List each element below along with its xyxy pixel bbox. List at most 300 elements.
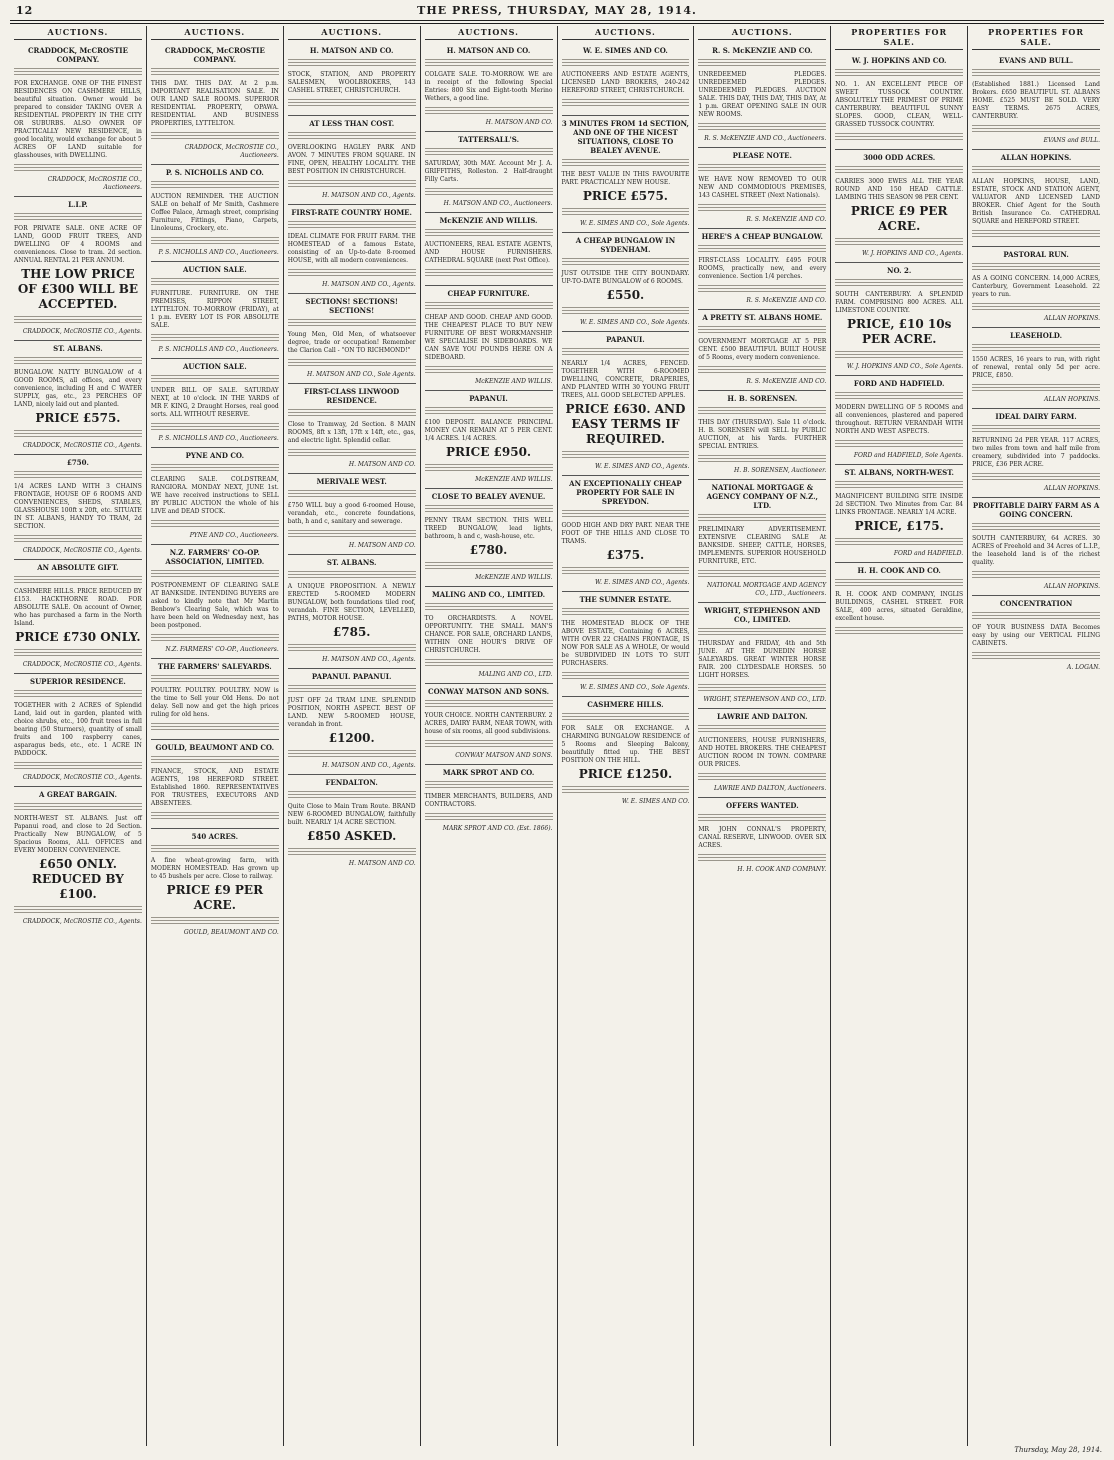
fine-print [698,628,826,636]
ad-price: PRICE £575. [35,411,121,425]
advertisement [14,197,142,341]
fine-print [698,455,826,463]
ad-signature: W. E. SIMES AND CO., Sole Agents. [579,220,690,227]
ad-body: Young Men, Old Men, of whatsoever degree, trade or occupation! Remember the Clarion Call - "ON TO RICHMOND!" [287,331,416,354]
fine-print [835,69,963,77]
ad-body: FOR PRIVATE SALE. ONE ACRE OF LAND, GOOD FRUIT TREES, AND DWELLING OF 4 ROOMS and conveniences. Close to tram. 2d section. ANNUAL RENTAL 21 PER ANNUM. [14,225,142,264]
ad-body: OF YOUR BUSINESS DATA Becomes easy by using our VERTICAL FILING CABINETS. [972,624,1100,647]
ad-body: Close to Tramway, 2d Section. 8 MAIN ROOMS, 8ft x 13ft, 17ft x 14ft, etc., gas, and electric light. Splendid cellar. [287,421,416,444]
fine-print [14,803,142,811]
fine-print [972,303,1100,311]
fine-print [972,652,1100,660]
column-header: AUCTIONS. [425,26,553,40]
fine-print [698,684,826,692]
fine-print [835,481,963,489]
ad-signature: McKENZIE AND WILLIS. [475,574,553,581]
ad-body: R. H. COOK AND COMPANY, INGLIS BUILDINGS, CASHEL STREET. FOR SALE, 400 acres, situated Geraldine, excellent house. [835,591,964,622]
ad-body: 1/4 ACRES LAND WITH 3 CHAINS FRONTAGE, HOUSE OF 6 ROOMS AND CONVENIENCES, SHEDS, STABLES, GLASSHOUSE 100ft x 20ft, etc. SITUATE IN ST. ALBANS, HANDY TO TRAM, 2d SECTION. [14,483,142,530]
fine-print [698,204,826,212]
ad-signature: ALLAN HOPKINS. [1044,315,1100,322]
fine-print [425,366,553,374]
advertisement [698,798,826,878]
ad-signature: W. E. SIMES AND CO., Agents. [595,463,690,470]
fine-print [562,608,690,616]
ad-heading: P. S. NICHOLLS AND CO. [165,168,264,177]
advertisement [151,659,279,740]
fine-print [698,407,826,415]
ad-body: £100 DEPOSIT. BALANCE PRINCIPAL MONEY CAN REMAIN AT 5 PER CENT. 1/4 ACRES. 1/4 ACRES. [424,419,553,442]
fine-print [835,166,963,174]
advertisement [972,53,1100,150]
ad-body: THIS DAY (THURSDAY). Sale 11 o'clock. H. B. SORENSEN will SELL by PUBLIC AUCTION, at his Yards. FURTHER SPECIAL ENTRIES. [698,419,827,450]
advertisement [835,563,963,643]
fine-print [972,425,1100,433]
fine-print [835,627,963,635]
ad-body: THIS DAY. THIS DAY. At 2 p.m. IMPORTANT REALISATION SALE. IN OUR LAND SALE ROOMS. SUPERIOR RESIDENTIAL PROPERTY, OPAWA. RESIDENTIAL AND BUSINESS PROPERTIES, LYTTELTON. [150,80,279,127]
fine-print [425,813,553,821]
ad-price: £650 ONLY. REDUCED BY £100. [32,857,124,901]
fine-print [425,464,553,472]
ad-heading: AUCTION SALE. [182,362,247,371]
advertisement [288,384,416,474]
ad-body: IDEAL CLIMATE FOR FRUIT FARM. THE HOMESTEAD of a famous Estate, consisting of an Up-to-date 8-roomed HOUSE, with all modern conveniences. [287,233,416,264]
fine-print [425,740,553,748]
advertisement [562,592,690,697]
ad-heading: PASTORAL RUN. [1003,250,1069,259]
ad-price: PRICE £630. AND EASY TERMS IF REQUIRED. [565,402,686,446]
ad-body: SOUTH CANTERBURY, 64 ACRES. 30 ACRES of Freehold and 34 Acres of L.I.P., the leasehold land is of the richest quality. [972,535,1100,566]
ad-body: AUCTIONEERS, HOUSE FURNISHERS, AND HOTEL BROKERS. THE CHEAPEST AUCTION ROOM IN TOWN. COMPARE OUR PRICES. [698,737,827,768]
ad-signature: EVANS and BULL. [1043,137,1100,144]
column-2 [147,26,284,1446]
advertisement [698,229,826,310]
advertisement [562,697,690,810]
ad-heading: FORD AND HADFIELD. [853,379,945,388]
ad-heading: N.Z. FARMERS' CO-OP. ASSOCIATION, LIMITED. [165,548,265,566]
ad-heading: NATIONAL MORTGAGE & AGENCY COMPANY OF N.Z., LTD. [706,483,818,510]
ad-heading: THE SUMNER ESTATE. [579,595,672,604]
fine-print [288,180,416,188]
fine-print [288,685,416,693]
fine-print [698,814,826,822]
advertisement [151,545,279,659]
column-3 [284,26,421,1446]
advertisement [288,43,416,116]
column-5 [558,26,695,1446]
ad-signature: WRIGHT, STEPHENSON AND CO., LTD. [703,696,827,703]
fine-print [562,307,690,315]
ad-body: PRELIMINARY ADVERTISEMENT. EXTENSIVE CLEARING SALE At BANKSIDE. SHEEP, CATTLE, HORSES, IMPLEMENTS. SUPERIOR HOUSEHOLD FURNITURE, ETC. [698,526,827,565]
ad-body: CARRIES 3000 EWES ALL THE YEAR ROUND AND 150 HEAD CATTLE. LAMBING THIS SEASON 98 PER CENT. [835,178,964,201]
ad-heading: ST. ALBANS, NORTH-WEST. [844,468,954,477]
ad-body: SATURDAY, 30th MAY. Account Mr J. A. GRIFFITHS, Rolleston. 2 Half-draught Filly Carts. [424,160,553,183]
ad-signature: W. E. SIMES AND CO. [621,798,690,805]
fine-print [14,213,142,221]
fine-print [972,612,1100,620]
advertisement [151,359,279,448]
column-header: AUCTIONS. [562,26,690,40]
fine-print [151,520,279,528]
ad-signature: CONWAY MATSON AND SONS. [455,752,553,759]
column-header: AUCTIONS. [14,26,142,40]
fine-print [425,781,553,789]
advertisement [698,603,826,709]
advertisement-columns [10,26,1104,1446]
fine-print [562,510,690,518]
fine-print [972,69,1100,77]
fine-print [972,523,1100,531]
ad-signature: P. S. NICHOLLS AND CO., Auctioneers. [158,249,279,256]
advertisement [425,213,553,286]
ad-body: ALLAN HOPKINS, HOUSE, LAND, ESTATE, STOCK AND STATION AGENT, VALUATOR AND LICENSED LAND BROKER. Chief Agent for the South British Insurance Co. CATHEDRAL SQUARE and HEREFORD STREET. [972,178,1100,225]
ad-signature: H. MATSON AND CO. [348,461,416,468]
fine-print [425,302,553,310]
advertisement [288,775,416,872]
advertisement [151,262,279,359]
fine-print [425,148,553,156]
fine-print [288,571,416,579]
ad-heading: CONWAY MATSON AND SONS. [428,687,550,696]
advertisement [14,341,142,455]
column-4 [421,26,558,1446]
fine-print [698,59,826,67]
ad-heading: SUPERIOR RESIDENCE. [30,677,126,686]
fine-print [288,791,416,799]
fine-print [698,285,826,293]
ad-signature: FORD and HADFIELD, Sole Agents. [853,452,964,459]
ad-price: PRICE, £10 10s PER ACRE. [847,317,952,346]
ad-heading: CHEAP FURNITURE. [447,289,530,298]
fine-print [562,99,690,107]
fine-print [288,409,416,417]
fine-print [972,473,1100,481]
fine-print [14,316,142,324]
ad-heading: £750. [66,458,89,467]
ad-signature: CRADDOCK, McCROSTIE CO., Agents. [22,442,142,449]
advertisement [835,376,963,465]
fine-print [151,375,279,383]
ad-body: NORTH-WEST ST. ALBANS. Just off Papanui road, and close to 2d Section. Practically New BUNGALOW, of 5 Spacious Rooms, ALL OFFICES and EVERY MODERN CONVENIENCE. [14,815,142,854]
ad-signature: MALING AND CO., LTD. [478,671,553,678]
ad-signature: H. MATSON AND CO., Agents. [322,656,416,663]
ad-heading: FIRST-CLASS LINWOOD RESIDENCE. [304,387,400,405]
fine-print [562,672,690,680]
ad-body: MODERN DWELLING OF 5 ROOMS and all conveniences, plastered and papered throughout. RETURN VERANDAH WITH NORTH AND WEST ASPECTS. [835,404,964,435]
ad-body: AUCTIONEERS AND ESTATE AGENTS, LICENSED LAND BROKERS, 240-242 HEREFORD STREET, CHRISTCHURCH. [561,71,690,94]
ad-body: STOCK, STATION, AND PROPERTY SALESMEN, WOOLBROKERS, 143 CASHEL STREET, CHRISTCHURCH. [287,71,416,94]
fine-print [14,649,142,657]
ad-heading: 540 ACRES. [191,832,239,841]
ad-body: TIMBER MERCHANTS, BUILDERS, AND CONTRACTORS. [424,793,553,808]
ad-heading: AT LESS THAN COST. [309,119,395,128]
ad-body: MR JOHN CONNAL'S PROPERTY, CANAL RESERVE, LINWOOD. OVER SIX ACRES. [698,826,827,849]
fine-print [972,571,1100,579]
fine-print [151,334,279,342]
fine-print [288,490,416,498]
ad-heading: MARK SPROT AND CO. [442,768,535,777]
fine-print [425,269,553,277]
ad-signature: H. H. COOK AND COMPANY. [737,866,827,873]
fine-print [151,756,279,764]
fine-print [425,229,553,237]
column-8 [968,26,1104,1446]
advertisement [425,43,553,132]
ad-signature: CRADDOCK, McCROSTIE CO., Agents. [22,547,142,554]
ad-body: WE HAVE NOW REMOVED TO OUR NEW AND COMMODIOUS PREMISES, 143 CASHEL STREET (Next Nationals). [698,176,827,199]
masthead-rule-lower [10,23,1104,24]
ad-heading: IDEAL DAIRY FARM. [995,412,1077,421]
ad-signature: W. J. HOPKINS AND CO., Agents. [861,250,964,257]
advertisement [698,43,826,148]
ad-body: FURNITURE. FURNITURE. ON THE PREMISES, RIPPON STREET, LYTTELTON. TO-MORROW (FRIDAY), at 1 p.m. EVERY LOT IS FOR ABSOLUTE SALE. [150,290,279,329]
page-number: 12 [16,4,34,17]
ad-signature: CRADDOCK, McCROSTIE CO., Agents. [22,918,142,925]
ad-body: POSTPONEMENT OF CLEARING SALE AT BANKSIDE. INTENDING BUYERS are asked to kindly note that Mr Martin Benbow's Clearing Sale, which was to have been held on Wednesday next, has been postponed. [150,582,279,629]
ad-body: YOUR CHOICE. NORTH CANTERBURY. 2 ACRES, DAIRY FARM, NEAR TOWN, with house of six rooms, all good subdivisions. [424,712,553,735]
fine-print [425,59,553,67]
fine-print [151,570,279,578]
ad-signature: H. MATSON AND CO. [348,542,416,549]
ad-heading: OFFERS WANTED. [725,801,799,810]
ad-heading: CASHMERE HILLS. [587,700,664,709]
ad-body: JUST OUTSIDE THE CITY BOUNDARY. UP-TO-DATE BUNGALOW of 6 ROOMS. [561,270,690,285]
fine-print [425,107,553,115]
ad-heading: MERIVALE WEST. [316,477,387,486]
ad-heading: H. MATSON AND CO. [309,46,394,55]
column-header: PROPERTIES FOR SALE. [835,26,963,50]
ad-heading: PLEASE NOTE. [732,151,792,160]
ad-heading: W. J. HOPKINS AND CO. [851,56,947,65]
column-header: AUCTIONS. [288,26,416,40]
column-1 [10,26,147,1446]
advertisement [972,247,1100,328]
ad-body: A fine wheat-growing farm, with MODERN HOMESTEAD. Has grown up to 45 bushels per acre. Close to railway. [150,857,279,880]
advertisement [972,498,1100,596]
ad-signature: H. MATSON AND CO., Agents. [322,281,416,288]
ad-price: £375. [606,548,645,562]
ad-heading: HERE'S A CHEAP BUNGALOW. [701,232,823,241]
advertisement [151,448,279,545]
ad-body: Quite Close to Main Tram Route. BRAND NEW 6-ROOMED BUNGALOW, faithfully built. NEARLY 1/4 ACRE SECTION. [287,803,416,826]
fine-print [14,576,142,584]
ad-price: PRICE £575. [582,189,668,203]
advertisement [151,165,279,262]
advertisement [14,455,142,560]
advertisement [151,829,279,941]
ad-heading: PYNE AND CO. [185,451,245,460]
ad-heading: NO. 2. [887,266,912,275]
fine-print [972,166,1100,174]
fine-print [151,278,279,286]
ad-body: TO ORCHARDISTS. A NOVEL OPPORTUNITY. THE SMALL MAN'S CHANCE. FOR SALE, ORCHARD LANDS, WITHIN ONE HOUR'S DRIVE OF CHRISTCHURCH. [424,615,553,654]
advertisement [698,310,826,391]
fine-print [151,132,279,140]
fine-print [151,237,279,245]
ad-signature: W. E. SIMES AND CO., Sole Agents. [579,319,690,326]
fine-print [835,279,963,287]
ad-heading: PAPANUI. [469,394,508,403]
column-6 [694,26,831,1446]
fine-print [151,464,279,472]
fine-print [288,269,416,277]
advertisement [151,43,279,165]
fine-print [425,407,553,415]
fine-print [151,675,279,683]
fine-print [151,723,279,731]
ad-body: THE HOMESTEAD BLOCK OF THE ABOVE ESTATE, Containing 6 ACRES, WITH OVER 22 CHAINS FRONTAGE, IS NOW FOR SALE AS A WHOLE, Or would be SUBDIVIDED IN LOTS TO SUIT PURCHASERS. [561,620,690,667]
ad-body: CASHMERE HILLS. PRICE REDUCED BY £153. HACKTHORNE ROAD. FOR ABSOLUTE SALE. On account of Owner, who has purchased a farm in the North Island. [14,588,142,627]
fine-print [562,348,690,356]
fine-print [835,351,963,359]
masthead-rule [10,20,1104,21]
fine-print [698,514,826,522]
fine-print [14,430,142,438]
ad-body: BUNGALOW. NATTY BUNGALOW of 4 GOOD ROOMS, all offices, and every convenience, including H and C WATER SUPPLY, gas, etc., 23 PERCHES OF LAND, nicely laid out and planted. [14,369,142,408]
fine-print [698,245,826,253]
ad-signature: H. MATSON AND CO. [348,860,416,867]
advertisement [425,132,553,213]
ad-heading: FENDALTON. [325,778,378,787]
fine-print [562,713,690,721]
fine-print [425,562,553,570]
advertisement [835,465,963,563]
fine-print [698,570,826,578]
ad-signature: A. LOGAN. [1067,664,1100,671]
advertisement [972,150,1100,247]
ad-heading: LAWRIE AND DALTON. [717,712,808,721]
ad-signature: N.Z. FARMERS' CO-OP., Auctioneers. [165,646,279,653]
ad-body: (Established 1881.) Licensed Land Brokers. £650 BEAUTIFUL ST. ALBANS HOME. £525 MUST BE SOLD. VERY EASY TERMS. 2675 ACRES, CANTERBURY. [972,81,1100,120]
newspaper-title: THE PRESS, THURSDAY, MAY 28, 1914. [417,4,697,17]
ad-price: THE LOW PRICE OF £300 WILL BE ACCEPTED. [17,267,139,311]
advertisement [972,596,1100,676]
fine-print [151,423,279,431]
fine-print [151,812,279,820]
fine-print [288,449,416,457]
fine-print [288,644,416,652]
advertisement [562,332,690,476]
ad-signature: CRADDOCK, McCROSTIE CO., Auctioneers. [47,176,142,191]
ad-heading: SECTIONS! SECTIONS! SECTIONS! [305,297,398,315]
ad-heading: TATTERSALL'S. [458,135,520,144]
ad-heading: CRADDOCK, McCROSTIE COMPANY. [164,46,265,64]
footer-date: Thursday, May 28, 1914. [1014,1446,1102,1454]
fine-print [425,700,553,708]
ad-heading: H. MATSON AND CO. [446,46,531,55]
column-header: AUCTIONS. [151,26,279,40]
fine-print [835,392,963,400]
advertisement [972,409,1100,498]
masthead [10,4,1104,20]
ad-signature: ALLAN HOPKINS. [1044,485,1100,492]
advertisement [151,740,279,829]
fine-print [835,579,963,587]
ad-price: PRICE £950. [446,445,532,459]
ad-body: FINANCE, STOCK, AND ESTATE AGENTS, 198 HEREFORD STREET. Established 1860. REPRESENTATIVES FOR TRUSTEES, EXECUTORS AND ABSENTEES. [150,768,279,807]
ad-signature: P. S. NICHOLLS AND CO., Auctioneers. [158,435,279,442]
fine-print [562,59,690,67]
ad-heading: H. H. COOK AND CO. [857,566,941,575]
advertisement [698,391,826,480]
fine-print [151,634,279,642]
fine-print [972,384,1100,392]
ad-heading: CONCENTRATION [999,599,1073,608]
advertisement [562,233,690,332]
ad-body: FOR EXCHANGE. ONE OF THE FINEST RESIDENCES ON CASHMERE HILLS, beautiful situation. Owner would be prepared to consider TAKING OVER A RESIDENTIAL PROPERTY IN THE CITY OR SUBURBS. ALSO OWNER OF PRACTICALLY NEW RESIDENCE, in good locality, would exchange for about 5 ACRES OF LAND suitable for glasshouses, with DWELLING. [14,80,142,159]
fine-print [425,188,553,196]
advertisement [425,286,553,391]
ad-heading: W. E. SIMES AND CO. [583,46,668,55]
ad-signature: P. S. NICHOLLS AND CO., Auctioneers. [158,346,279,353]
advertisement [972,328,1100,409]
ad-signature: H. MATSON AND CO., Agents. [322,192,416,199]
advertisement [562,43,690,116]
ad-heading: WRIGHT, STEPHENSON AND CO., LIMITED. [704,606,821,624]
ad-signature: R. S. McKENZIE AND CO., Auctioneers. [704,135,827,142]
advertisement [562,476,690,592]
advertisement [288,294,416,384]
ad-body: COLGATE SALE. TO-MORROW. WE are in receipt of the following Special Entries: 800 Six and Eight-tooth Merino Wethers, a good line. [424,71,553,102]
ad-price: £1200. [328,731,375,745]
ad-price: PRICE £9 PER ACRE. [850,204,948,233]
ad-body: FIRST-CLASS LOCALITY. £495 FOUR ROOMS, practically new, and every convenience. Section 1/4 perches. [698,257,827,280]
advertisement [14,787,142,930]
advertisement [288,669,416,775]
ad-body: 1550 ACRES, 16 years to run, with right of renewal, rental only 5d per acre. PRICE, £850. [972,356,1100,379]
ad-signature: W. E. SIMES AND CO., Sole Agents. [579,684,690,691]
fine-print [698,366,826,374]
ad-body: UNDER BILL OF SALE. SATURDAY NEXT, at 10 o'clock. IN THE YARDS of MR F. KING, 2 Draught Horses, real good sorts. ALL WITHOUT RESERVE. [150,387,279,418]
ad-signature: McKENZIE AND WILLIS. [475,476,553,483]
ad-heading: CLOSE TO BEALEY AVENUE. [431,492,546,501]
fine-print [288,59,416,67]
ad-price: £785. [332,625,371,639]
ad-heading: A PRETTY ST. ALBANS HOME. [702,313,823,322]
fine-print [835,238,963,246]
ad-body: AUCTIONEERS, REAL ESTATE AGENTS, AND HOUSE FURNISHERS. CATHEDRAL SQUARE (next Post Office). [424,241,553,264]
ad-heading: McKENZIE AND WILLIS. [439,216,538,225]
fine-print [698,164,826,172]
ad-signature: R. S. McKENZIE AND CO. [746,378,827,385]
advertisement [14,674,142,787]
ad-body: THE BEST VALUE IN THIS FAVOURITE PART. PRACTICALLY NEW HOUSE. [561,171,690,186]
advertisement [835,53,963,150]
ad-heading: EVANS AND BULL. [998,56,1074,65]
fine-print [14,690,142,698]
ad-body: AUCTION REMINDER. THE AUCTION SALE on behalf of Mr Smith, Cashmere Coffee Palace, Armagh street, comprising Furniture, Fittings, Piano, Carpets, Linoleums, Crockery, etc. [150,193,279,232]
ad-body: PENNY TRAM SECTION. THIS WELL TREED BUNGALOW, lead lights, bathroom, h and c, wash-house, etc. [424,517,553,540]
fine-print [14,357,142,365]
fine-print [972,125,1100,133]
fine-print [14,68,142,76]
column-7 [831,26,968,1446]
ad-body: A UNIQUE PROPOSITION. A NEWLY ERECTED 5-ROOMED MODERN BUNGALOW, both foundations tiled roof, verandah. FINE SECTION, LEVELLED, PATHS, MOTOR HOUSE. [287,583,416,622]
ad-signature: PYNE AND CO., Auctioneers. [189,532,279,539]
fine-print [288,319,416,327]
ad-signature: W. E. SIMES AND CO., Agents. [595,579,690,586]
fine-print [972,263,1100,271]
fine-print [151,845,279,853]
ad-signature: H. MATSON AND CO., Sole Agents. [306,371,416,378]
fine-print [562,567,690,575]
ad-body: £750 WILL buy a good 6-roomed House, verandah, etc., concrete foundations, bath, h and c, sanitary and sewerage. [287,502,416,525]
ad-heading: GOULD, BEAUMONT AND CO. [155,743,275,752]
fine-print [14,906,142,914]
advertisement [288,116,416,205]
ad-price: PRICE £730 ONLY. [15,630,141,644]
fine-print [14,762,142,770]
ad-signature: CRADDOCK, McCROSTIE CO., Auctioneers. [184,144,279,159]
